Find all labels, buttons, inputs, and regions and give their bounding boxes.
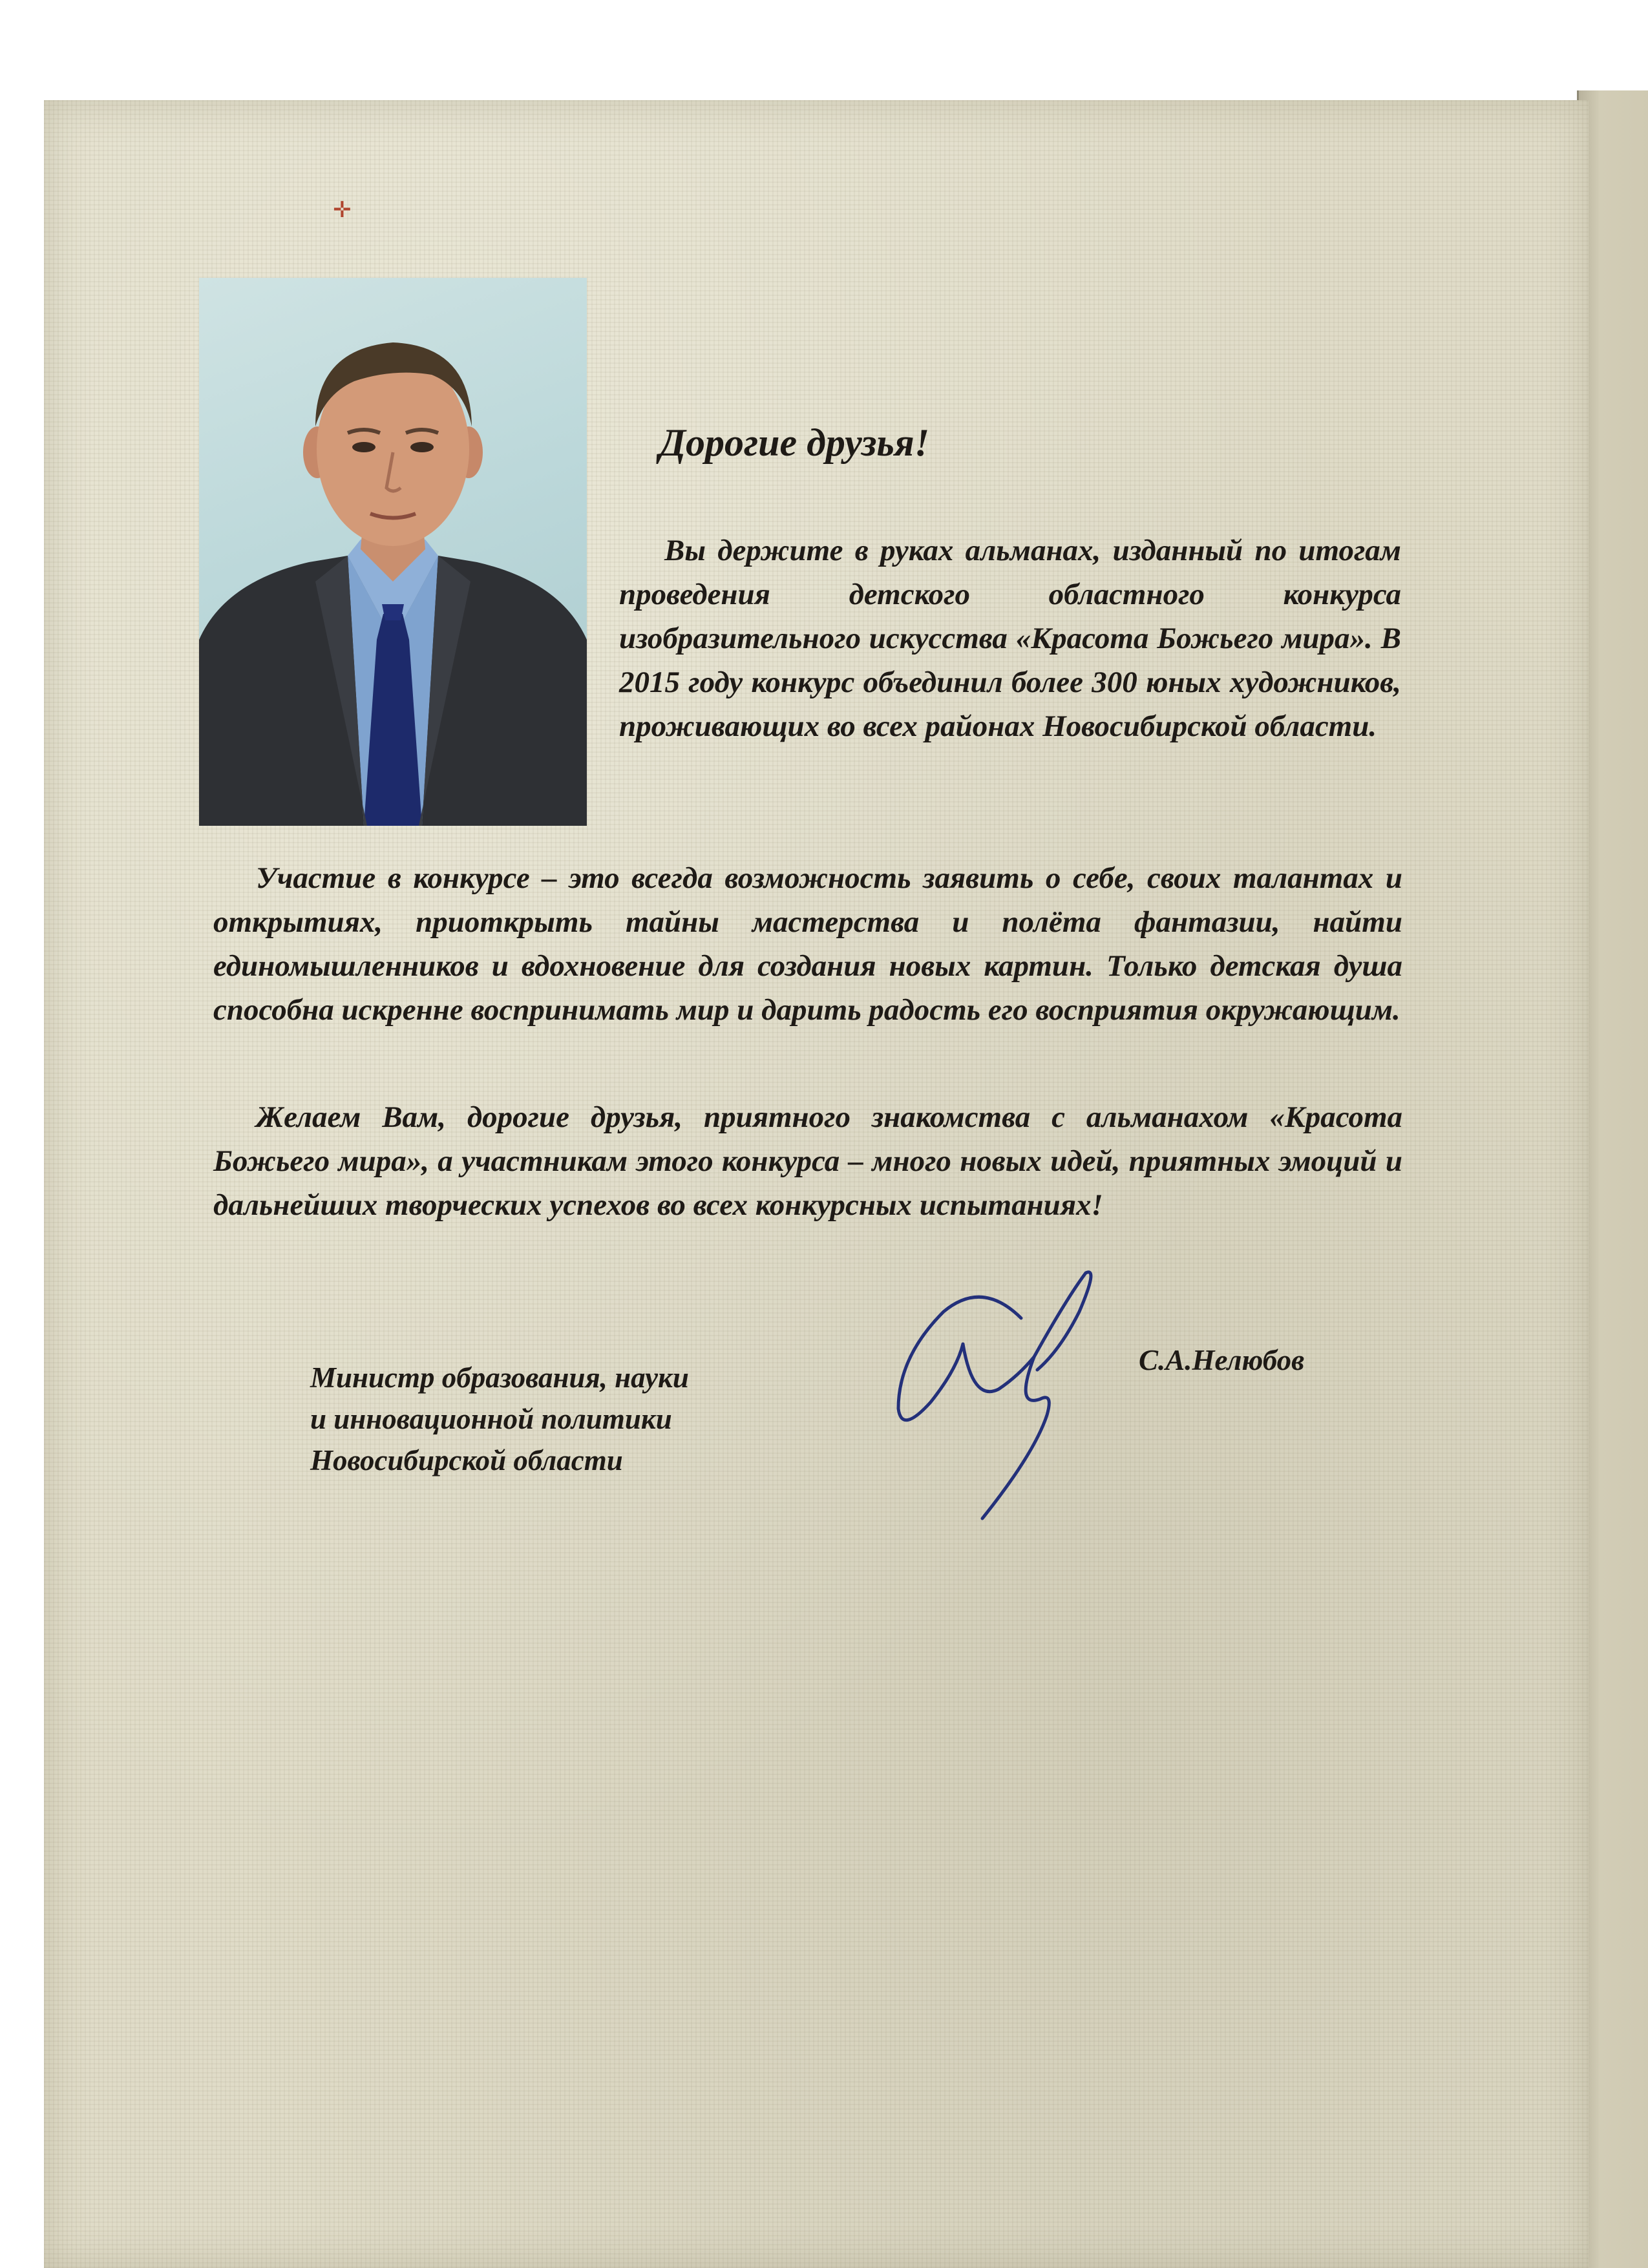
signatory-position	[310, 1357, 689, 1481]
greeting-heading: Дорогие друзья!	[659, 421, 930, 464]
body-paragraph-wishes: Желаем Вам, дорогие друзья, приятного знакомства с альманахом «Красота Божьего мира», а участникам этого конкурса – много новых идей, приятных эмоций и дальнейших творческих успехов во всех конкурсных испытаниях!	[213, 1100, 1402, 1222]
handwritten-signature	[885, 1260, 1118, 1531]
intro-paragraph: Вы держите в руках альманах, изданный по итогам проведения детского областного конкурса изобразительного искусства «Красота Божьего мира». В 2015 году конкурс объединил более 300 юных художников, проживающих во всех районах Новосибирской области.	[619, 534, 1401, 743]
signatory-name: С.А.Нелюбов	[1139, 1344, 1305, 1376]
body-paragraph-participation: Участие в конкурсе – это всегда возможность заявить о себе, своих талантах и открытиях, приоткрыть тайны мастерства и полёта фантазии, найти единомышленников и вдохновение для создания новых картин. Только детская душа способна искренне воспринимать мир и дарить радость его восприятия окружающим.	[213, 861, 1402, 1027]
cross-mark-icon: ✛	[333, 197, 352, 223]
signatory-position-line: Министр образования, науки	[310, 1361, 689, 1394]
signatory-position-line: Новосибирской области	[310, 1444, 623, 1476]
author-portrait-photo	[199, 278, 587, 826]
portrait-illustration	[199, 278, 587, 826]
signatory-position-line: и инновационной политики	[310, 1403, 672, 1435]
